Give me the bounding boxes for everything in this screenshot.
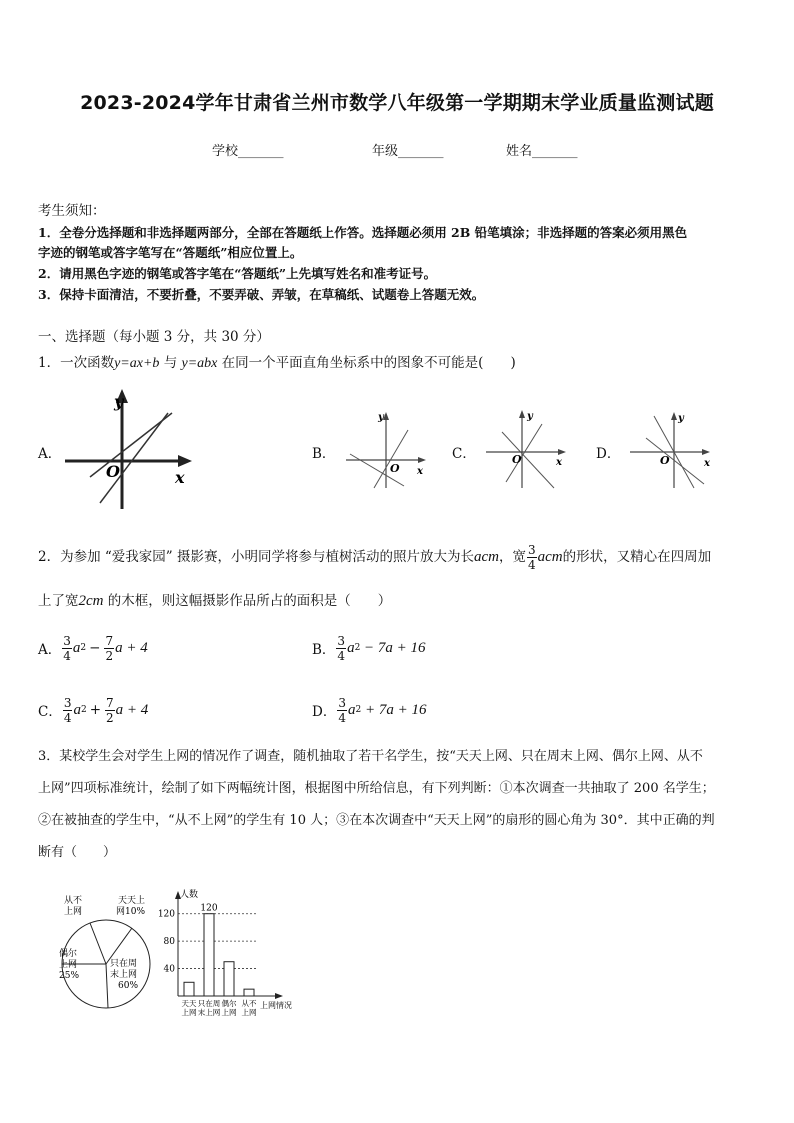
exponent: 2 xyxy=(354,643,361,653)
bar-category-label: 上网 xyxy=(221,1008,237,1017)
sign: + xyxy=(89,702,102,718)
question-3-line-1: 3．某校学生会对学生上网的情况作了调查，随机抽取了若干名学生，按“天天上网、只在周末上网、偶尔上网、从不 xyxy=(38,749,703,764)
q1-option-b-label: B． xyxy=(312,446,336,462)
exponent: 2 xyxy=(355,705,362,715)
q1-formula-1: y=ax+b xyxy=(114,356,160,371)
q1-post: 在同一个平面直角坐标系中的图象不可能是( ) xyxy=(217,355,516,371)
fraction-denominator: 4 xyxy=(63,710,72,725)
bar-category-label: 只在周 xyxy=(197,999,221,1008)
notice-item-1a: 1．全卷分选择题和非选择题两部分，全部在答题纸上作答。选择题必须用 2B 铅笔填涂；非选择题的答案必须用黑色 xyxy=(38,225,688,240)
bar-y-tick-120: 120 xyxy=(157,909,175,920)
pie-label-daily-1: 天天上 xyxy=(118,896,146,906)
q1-option-d-label: D． xyxy=(596,446,621,462)
question-3-line-3: ②在被抽查的学生中，“从不上网”的学生有 10 人；③在本次调查中“天天上网”的扇形的圆心角为 30°．其中正确的判 xyxy=(38,813,715,828)
pie-label-occasional-2: 上网 xyxy=(59,960,78,970)
q3-bar-chart xyxy=(150,886,310,1022)
q2-length: acm xyxy=(473,549,499,565)
pie-label-weekend-2: 末上网 xyxy=(110,970,138,980)
notice-item-2: 2．请用黑色字迹的钢笔或答字笔在“答题纸”上先填写姓名和准考证号。 xyxy=(38,266,437,281)
bar-4 xyxy=(244,989,254,996)
question-1 xyxy=(38,352,516,375)
bar-3 xyxy=(224,962,234,996)
fraction-denominator: 4 xyxy=(63,648,71,663)
option-label: C． xyxy=(38,704,62,720)
pie-label-never-1: 从不 xyxy=(64,896,83,906)
q1-formula-2: y=abx xyxy=(181,356,218,371)
pie-label-never-2: 上网 xyxy=(64,907,83,917)
x-label: x xyxy=(704,458,710,469)
q1-graph-b xyxy=(344,410,430,490)
line-2 xyxy=(646,438,704,484)
q3-pie-chart xyxy=(48,892,160,1022)
exponent: 2 xyxy=(80,643,87,653)
fraction-numerator: 3 xyxy=(63,633,71,648)
fraction-denominator: 4 xyxy=(527,557,536,572)
line-1 xyxy=(90,413,172,477)
question-3-line-2: 上网”四项标准统计，绘制了如下两幅统计图，根据图中所给信息，有下列判断：①本次调查一共抽取了 200 名学生； xyxy=(38,781,715,796)
bar-marks xyxy=(182,904,257,1017)
q2-line2-post: 的木框，则这幅摄影作品所占的面积是（ ） xyxy=(103,593,392,609)
q2-post: 的形状，又精心在四周加 xyxy=(562,549,712,565)
term-var: a xyxy=(72,639,81,656)
y-label: y xyxy=(114,392,124,411)
x-axis-arrow xyxy=(418,457,426,463)
x-label: x xyxy=(417,466,423,477)
fraction-denominator: 2 xyxy=(106,710,114,725)
line-2 xyxy=(100,413,168,503)
line-1 xyxy=(374,430,408,488)
bar-category-label: 从不 xyxy=(241,999,257,1008)
term-rest: − 7a + 16 xyxy=(360,639,426,656)
coef-fraction xyxy=(336,634,346,663)
fraction-numerator: 7 xyxy=(105,633,114,648)
pie-divider xyxy=(90,923,106,964)
notice-item-3: 3．保持卡面清洁，不要折叠，不要弄破、弄皱，在草稿纸、试题卷上答题无效。 xyxy=(38,287,485,302)
coef-fraction-2 xyxy=(104,634,114,663)
q2-frame-width: 2cm xyxy=(78,593,104,609)
bar-2 xyxy=(204,914,214,996)
q2-option-a xyxy=(38,628,148,668)
term-rest: a + 4 xyxy=(115,701,149,718)
fraction-denominator: 2 xyxy=(105,648,114,663)
coef-fraction-2 xyxy=(105,696,115,725)
y-axis-arrow xyxy=(383,412,389,420)
pie-label-weekend-1: 只在周 xyxy=(110,959,138,969)
q1-option-c-label: C． xyxy=(452,446,476,462)
fraction-numerator: 7 xyxy=(106,695,114,710)
sign: − xyxy=(89,640,101,656)
coef-fraction xyxy=(337,696,347,725)
pie-label-occasional-3: 25% xyxy=(59,971,80,981)
x-label: x xyxy=(175,468,185,487)
x-label: x xyxy=(556,457,562,468)
bar-category-label: 偶尔 xyxy=(221,999,237,1008)
origin-label: O xyxy=(390,462,400,475)
q2-width: acm xyxy=(537,549,563,565)
pie-label-occasional-1: 偶尔 xyxy=(59,949,78,959)
pie-label-weekend-3: 60% xyxy=(118,981,139,991)
q2-option-b xyxy=(312,628,426,668)
bar-1 xyxy=(184,982,194,996)
origin-label: O xyxy=(106,462,120,481)
q2-line2-pre: 上了宽 xyxy=(38,593,79,609)
fraction-numerator: 3 xyxy=(527,542,536,557)
q2-pre: 2．为参加 “爱我家园” 摄影赛，小明同学将参与植树活动的照片放大为长 xyxy=(38,549,474,565)
bar-top-label: 120 xyxy=(200,903,218,914)
term-var: a xyxy=(347,639,355,656)
pie-divider xyxy=(106,964,108,1008)
question-2-line-2 xyxy=(38,590,391,612)
notice-heading: 考生须知： xyxy=(38,203,106,219)
bar-x-axis-arrow xyxy=(275,993,283,999)
term-rest: a + 4 xyxy=(115,639,148,656)
page-title: 2023-2024学年甘肃省兰州市数学八年级第一学期期末学业质量监测试题 xyxy=(80,92,714,114)
y-axis-arrow xyxy=(671,412,677,420)
coef-fraction xyxy=(63,696,73,725)
bar-category-label: 上网 xyxy=(241,1008,257,1017)
bar-category-label: 末上网 xyxy=(197,1008,221,1017)
question-3-line-4: 断有（ ） xyxy=(38,845,117,860)
school-field: 学校_______ xyxy=(212,144,284,159)
line-1 xyxy=(502,432,554,488)
x-axis-arrow xyxy=(702,449,710,455)
q1-pre: 1．一次函数 xyxy=(38,355,115,371)
term-var: a xyxy=(73,701,81,718)
notice-item-1b: 字迹的钢笔或答字笔写在“答题纸”相应位置上。 xyxy=(38,245,303,260)
option-label: B． xyxy=(312,642,336,658)
q2-option-c xyxy=(38,690,148,730)
pie-label-daily-2: 网10% xyxy=(116,907,146,917)
origin-label: O xyxy=(512,453,522,466)
question-2 xyxy=(38,540,711,574)
bar-y-tick-80: 80 xyxy=(163,937,175,948)
q1-graph-a xyxy=(60,385,200,510)
term-rest: + 7a + 16 xyxy=(361,701,427,718)
exponent: 2 xyxy=(80,705,87,715)
section-heading: 一、选择题（每小题 3 分，共 30 分） xyxy=(38,329,270,345)
fraction-denominator: 4 xyxy=(337,648,346,663)
q1-mid: 与 xyxy=(159,355,182,371)
y-label: y xyxy=(678,413,684,424)
y-label: y xyxy=(378,412,384,423)
bar-category-label: 天天 xyxy=(181,999,197,1008)
bar-y-label: 人数 xyxy=(180,890,199,900)
fraction-numerator: 3 xyxy=(63,695,72,710)
fraction-numerator: 3 xyxy=(338,695,346,710)
coef-fraction xyxy=(62,634,72,663)
x-axis-arrow xyxy=(178,455,192,467)
name-field: 姓名_______ xyxy=(506,144,578,159)
bar-x-label: 上网情况 xyxy=(260,1001,292,1010)
q1-graph-c xyxy=(484,408,570,490)
q1-graph-d xyxy=(628,410,714,490)
q2-mid: ，宽 xyxy=(498,549,526,565)
q2-option-d xyxy=(312,690,426,730)
option-label: D． xyxy=(312,704,337,720)
x-axis-arrow xyxy=(558,449,566,455)
bar-category-label: 上网 xyxy=(181,1008,197,1017)
origin-label: O xyxy=(660,454,670,467)
q2-fraction xyxy=(527,543,537,572)
option-label: A． xyxy=(38,642,62,658)
y-label: y xyxy=(527,411,533,422)
term-var: a xyxy=(347,701,356,718)
grade-field: 年级_______ xyxy=(372,144,444,159)
fraction-numerator: 3 xyxy=(337,633,346,648)
fraction-denominator: 4 xyxy=(338,710,346,725)
q1-option-a-label: A． xyxy=(38,446,62,462)
y-axis-arrow xyxy=(519,410,525,418)
bar-y-tick-40: 40 xyxy=(163,964,175,975)
